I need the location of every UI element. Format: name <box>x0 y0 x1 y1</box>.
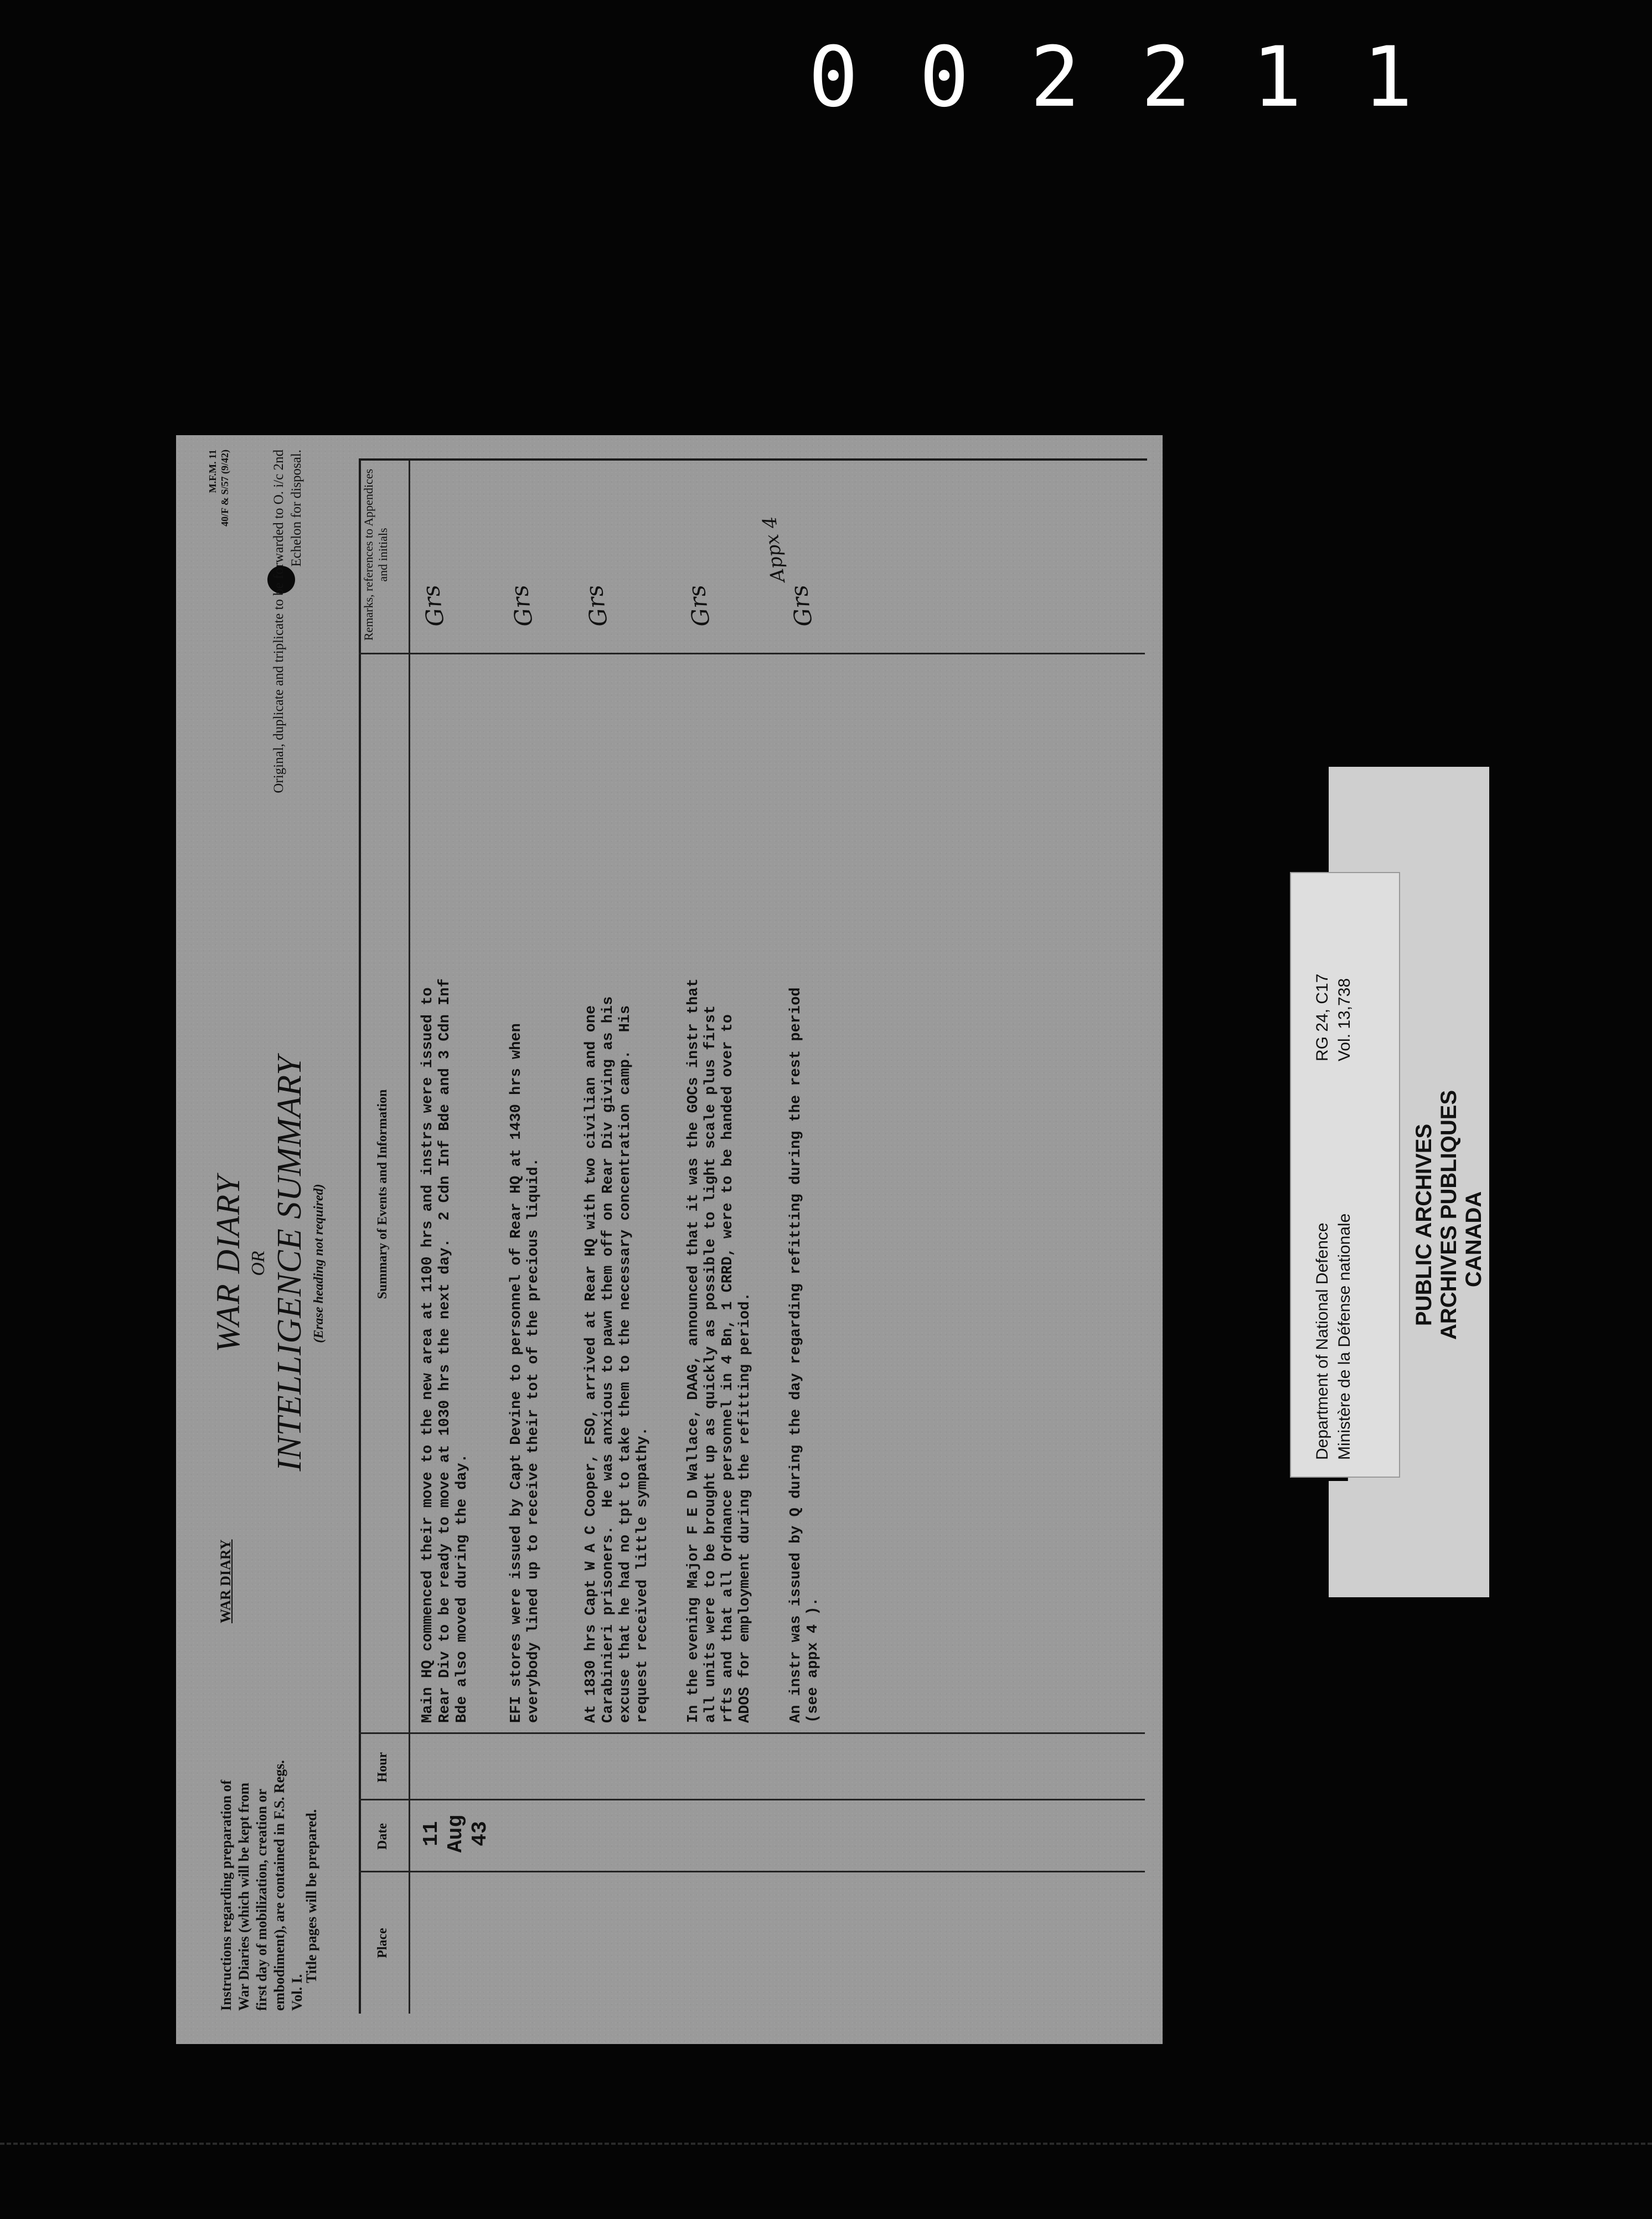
country: CANADA <box>1462 1191 1486 1287</box>
archives-fr: ARCHIVES PUBLIQUES <box>1437 1090 1461 1340</box>
form-number-line1: M.F.M. 11 <box>207 450 218 493</box>
record-group: RG 24, C17 <box>1313 973 1331 1061</box>
diary-entry: In the evening Major F E D Wallace, DAAG, announced that it was the GOCs instr that all units were to be brought up as quickly as possible to light scale plus first rfts and that all Ordnance personnel in 4 Bn, 1 CRRD, were to be handed over to ADOS for employment during the refitting period. <box>685 978 753 1723</box>
dept-en: Department of National Defence <box>1313 1222 1331 1460</box>
date-month: Aug <box>444 1814 468 1853</box>
diary-entry: EFI stores were issued by Capt Devine to personnel of Rear HQ at 1430 hrs when everybody lined up to receive their tot of the precious liquid. <box>508 1023 542 1723</box>
initials: Grs <box>785 583 818 629</box>
header-war-diary-small: WAR DIARY <box>218 1539 234 1623</box>
film-edge-line <box>0 2143 1652 2145</box>
form-number <box>206 450 231 571</box>
initials: Grs <box>580 583 613 629</box>
initials: Grs <box>505 583 538 629</box>
initials: Grs <box>417 583 450 629</box>
header-remarks: Remarks, references to Appendices and initials <box>362 468 390 641</box>
war-diary-form <box>176 435 1163 2044</box>
erase-heading-note: (Erase heading not required) <box>312 1184 326 1343</box>
diary-entry: Main HQ commenced their move to the new area at 1100 hrs and instrs were issued to Rear Div to be ready to move at 1030 hrs the next day. 2 Cdn Inf Bde and 3 Cdn Inf Bde also moved during the day. <box>420 978 471 1723</box>
col-divider-date <box>359 1799 1145 1800</box>
war-diary-sheet <box>176 435 1163 2044</box>
microfilm-frame-number: 002211 <box>808 29 1474 126</box>
col-divider-summary <box>359 653 1145 654</box>
instructions-text: Instructions regarding preparation of War Diaries (which will be kept from first day of mobilization, creation or embodiment), are contained in F.S. Regs. Vol. I. <box>218 1760 305 2011</box>
archives-en: PUBLIC ARCHIVES <box>1412 1123 1436 1326</box>
distribution-note: Original, duplicate and triplicate to be forwarded to O. i/c 2nd Echelon for disposal. <box>271 450 304 793</box>
archive-label <box>1284 767 1484 1597</box>
diary-entry: At 1830 hrs Capt W A C Cooper, FSO, arrived at Rear HQ with two civilian and one Carabinieri prisoners. He was anxious to pawn them off on Rear Div giving as his excuse that he had no tpt to take them to the necessary concentration camp. His request received little sympathy. <box>583 996 651 1723</box>
header-summary: Summary of Events and Information <box>375 1089 390 1299</box>
date-year: 43 <box>468 1821 492 1846</box>
appendix-reference: Appx 4 <box>758 515 790 584</box>
header-hour: Hour <box>375 1752 390 1783</box>
table-header-rule <box>409 461 410 2014</box>
diary-entry: An instr was issued by Q during the day regarding refitting during the rest period (see appx 4 ). <box>788 987 822 1723</box>
col-divider-place <box>359 1871 1145 1872</box>
title-intelligence-summary: INTELLIGENCE SUMMARY <box>271 1055 308 1472</box>
col-divider-hour <box>359 1732 1145 1734</box>
title-pages-note: Title pages will be prepared. <box>303 1809 319 1983</box>
entry-date <box>420 1803 493 1864</box>
form-number-line2: 40/F & S/57 (9/42) <box>219 450 230 527</box>
volume: Vol. 13,738 <box>1335 978 1354 1061</box>
title-war-diary: WAR DIARY <box>210 1174 246 1353</box>
dept-fr: Ministère de la Défense nationale <box>1335 1213 1354 1460</box>
initials: Grs <box>683 583 715 629</box>
archive-label-card <box>1290 872 1400 1478</box>
date-day: 11 <box>420 1821 443 1846</box>
title-or: OR <box>248 1251 269 1276</box>
header-place: Place <box>375 1928 390 1958</box>
header-date: Date <box>375 1823 390 1850</box>
